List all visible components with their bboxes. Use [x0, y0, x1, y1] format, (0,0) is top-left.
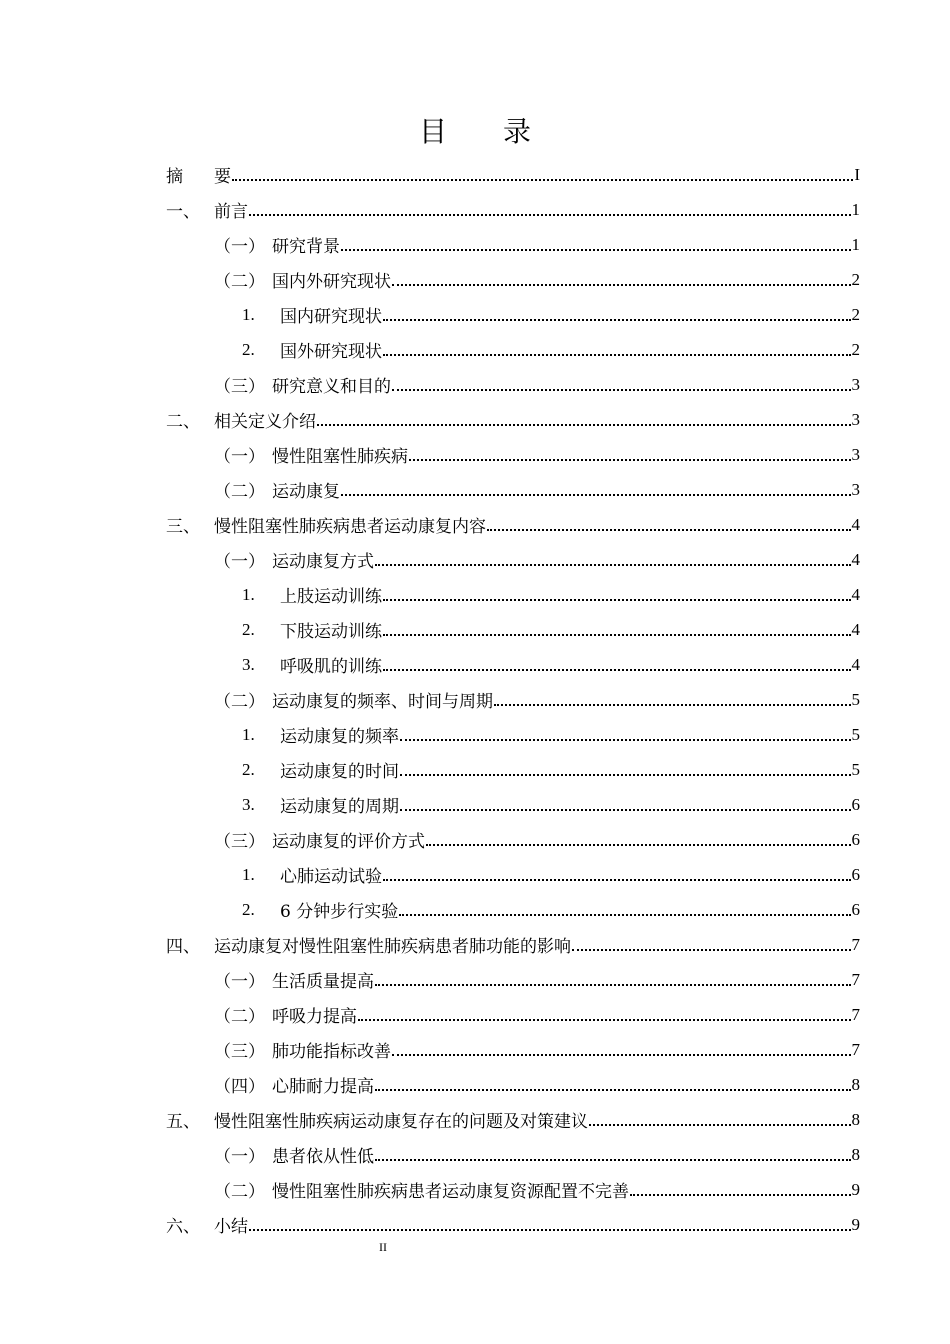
dot-leader [487, 512, 851, 531]
toc-entry-page: 6 [851, 794, 860, 814]
toc-entry-label: 肺功能指标改善 [272, 1042, 391, 1062]
toc-entry-label: 运动康复的周期 [280, 797, 399, 817]
toc-entry-label: 运动康复对慢性阻塞性肺疾病患者肺功能的影响 [214, 937, 571, 957]
toc-entry-page: 3 [851, 409, 860, 429]
toc-entry-label: 运动康复方式 [272, 552, 374, 572]
toc-entry[interactable] [166, 1032, 860, 1067]
toc-entry-label: 要 [214, 167, 231, 187]
toc-entry-page: 2 [851, 304, 860, 324]
toc-entry-page: 7 [851, 969, 860, 989]
toc-entry-page: 3 [851, 444, 860, 464]
toc-entry[interactable] [166, 962, 860, 997]
toc-entry-label: 运动康复的时间 [280, 762, 399, 782]
toc-entry-number: 2. [242, 759, 255, 779]
toc-entry[interactable] [166, 297, 860, 332]
toc-entry[interactable] [166, 1207, 860, 1242]
dot-leader [383, 617, 851, 636]
toc-entry-page: 4 [851, 619, 860, 639]
toc-entry-page: 1 [851, 234, 860, 254]
dot-leader [383, 582, 851, 601]
toc-entry-number: （一） [214, 1147, 265, 1167]
toc-entry-label: 研究背景 [272, 237, 340, 257]
toc-entry[interactable] [166, 577, 860, 612]
toc-entry-number: 2. [242, 339, 255, 359]
toc-entry[interactable] [166, 227, 860, 262]
toc-entry-label: 研究意义和目的 [272, 377, 391, 397]
toc-entry-label: 国外研究现状 [280, 342, 382, 362]
dot-leader [375, 1072, 851, 1091]
page-title: 目录 [418, 115, 587, 148]
toc-entry-label: 呼吸力提高 [272, 1007, 357, 1027]
toc-entry-page: 8 [851, 1144, 860, 1164]
toc-entry-label: 心肺耐力提高 [272, 1077, 374, 1097]
toc-entry-label: 运动康复的频率、时间与周期 [272, 692, 493, 712]
toc-entry-number: （一） [214, 447, 265, 467]
toc-entry-label: 慢性阻塞性肺疾病 [272, 447, 408, 467]
toc-entry-page: 5 [851, 689, 860, 709]
toc-entry-label: 6 分钟步行实验 [280, 902, 399, 922]
toc-entry-label: 生活质量提高 [272, 972, 374, 992]
toc-entry-label: 小结 [214, 1217, 248, 1237]
toc-entry-page: 3 [851, 374, 860, 394]
toc-entry-number: 五、 [166, 1112, 200, 1132]
toc-entry-number: （一） [214, 237, 265, 257]
toc-entry-page: 6 [851, 864, 860, 884]
dot-leader [383, 652, 851, 671]
dot-leader [392, 1037, 851, 1056]
toc-entry-number: （三） [214, 377, 265, 397]
toc-entry-number: 二、 [166, 412, 200, 432]
toc-entry-number: 六、 [166, 1217, 200, 1237]
toc-entry[interactable] [166, 647, 860, 682]
toc-entry[interactable] [166, 472, 860, 507]
dot-leader [400, 722, 851, 741]
toc-entry-page: I [854, 164, 860, 184]
toc-entry-page: 8 [851, 1074, 860, 1094]
dot-leader [375, 547, 851, 566]
toc-entry-page: 3 [851, 479, 860, 499]
toc-entry[interactable] [166, 507, 860, 542]
toc-entry[interactable] [166, 822, 860, 857]
dot-leader [409, 442, 851, 461]
toc-entry-label: 运动康复 [272, 482, 340, 502]
toc-entry-label: 心肺运动试验 [280, 867, 382, 887]
toc-entry-label: 下肢运动训练 [280, 622, 382, 642]
dot-leader [358, 1002, 851, 1021]
toc-entry-page: 4 [851, 514, 860, 534]
toc-entry-label: 运动康复的评价方式 [272, 832, 425, 852]
dot-leader [399, 897, 850, 916]
toc-entry[interactable] [166, 437, 860, 472]
toc-entry-label: 国内外研究现状 [272, 272, 391, 292]
dot-leader [589, 1107, 851, 1126]
toc-entry-number: 2. [242, 619, 255, 639]
dot-leader [232, 162, 853, 181]
toc-entry-number: 3. [242, 794, 255, 814]
toc-entry[interactable] [166, 367, 860, 402]
toc-entry[interactable] [166, 997, 860, 1032]
dot-leader [341, 477, 851, 496]
toc-entry-number: （二） [214, 482, 265, 502]
toc-entry-number: 1. [242, 584, 255, 604]
dot-leader [383, 337, 851, 356]
toc-entry[interactable] [166, 787, 860, 822]
toc-entry-number: （二） [214, 1007, 265, 1027]
toc-entry-page: 9 [851, 1179, 860, 1199]
toc-entry[interactable] [166, 717, 860, 752]
toc-entry[interactable] [166, 1172, 860, 1207]
dot-leader [341, 232, 851, 251]
toc-entry-label: 慢性阻塞性肺疾病患者运动康复资源配置不完善 [272, 1182, 629, 1202]
toc-entry-number: 一、 [166, 202, 200, 222]
toc-entry-number: 1. [242, 864, 255, 884]
toc-entry-page: 2 [851, 339, 860, 359]
toc-entry-label: 国内研究现状 [280, 307, 382, 327]
toc-entry-page: 7 [851, 1004, 860, 1024]
toc-entry-page: 6 [851, 829, 860, 849]
dot-leader [426, 827, 851, 846]
toc-entry-page: 7 [851, 934, 860, 954]
dot-leader [400, 757, 851, 776]
toc-entry-page: 4 [851, 549, 860, 569]
dot-leader [494, 687, 851, 706]
toc-entry-page: 1 [851, 199, 860, 219]
dot-leader [392, 267, 851, 286]
toc-entry-page: 5 [851, 759, 860, 779]
toc-entry-label: 前言 [214, 202, 248, 222]
toc-entry-number: （二） [214, 692, 265, 712]
toc-entry-page: 4 [851, 584, 860, 604]
toc-entry-number: 1. [242, 304, 255, 324]
toc-entry-label: 慢性阻塞性肺疾病运动康复存在的问题及对策建议 [214, 1112, 588, 1132]
toc-entry[interactable] [166, 857, 860, 892]
toc-entry[interactable] [166, 1102, 860, 1137]
toc-entry-label: 患者依从性低 [272, 1147, 374, 1167]
toc-entry-label: 上肢运动训练 [280, 587, 382, 607]
toc-entry[interactable] [166, 752, 860, 787]
toc-entry-number: 四、 [166, 937, 200, 957]
dot-leader [400, 792, 851, 811]
dot-leader [375, 1142, 851, 1161]
toc-entry-number: （三） [214, 1042, 265, 1062]
toc-entry-number: 摘 [166, 167, 183, 187]
dot-leader [375, 967, 851, 986]
toc-entry-page: 7 [851, 1039, 860, 1059]
toc-entry-label: 慢性阻塞性肺疾病患者运动康复内容 [214, 517, 486, 537]
dot-leader [392, 372, 851, 391]
dot-leader [249, 197, 851, 216]
toc-entry[interactable] [166, 927, 860, 962]
toc-entry-label: 相关定义介绍 [214, 412, 316, 432]
toc-entry-label: 运动康复的频率 [280, 727, 399, 747]
dot-leader [383, 862, 851, 881]
toc-entry-page: 8 [851, 1109, 860, 1129]
toc-entry-number: （四） [214, 1077, 265, 1097]
toc-entry-number: （一） [214, 552, 265, 572]
toc-entry-number: 2. [242, 899, 255, 919]
toc-entry-number: 3. [242, 654, 255, 674]
toc-entry-number: （三） [214, 832, 265, 852]
toc-entry-number: 三、 [166, 517, 200, 537]
toc-entry[interactable] [166, 612, 860, 647]
toc-entry-page: 4 [851, 654, 860, 674]
dot-leader [572, 932, 851, 951]
toc-entry[interactable] [166, 157, 860, 192]
toc-entry[interactable] [166, 192, 860, 227]
table-of-contents [166, 157, 860, 1242]
toc-entry[interactable] [166, 402, 860, 437]
toc-entry-label: 呼吸肌的训练 [280, 657, 382, 677]
dot-leader [317, 407, 851, 426]
toc-entry-page: 2 [851, 269, 860, 289]
dot-leader [249, 1212, 851, 1231]
toc-entry[interactable] [166, 262, 860, 297]
toc-entry[interactable] [166, 682, 860, 717]
page-number: II [379, 1240, 387, 1254]
toc-entry[interactable] [166, 1137, 860, 1172]
toc-entry-number: （二） [214, 272, 265, 292]
toc-entry[interactable] [166, 1067, 860, 1102]
toc-entry-number: 1. [242, 724, 255, 744]
dot-leader [630, 1177, 851, 1196]
toc-entry-number: （一） [214, 972, 265, 992]
toc-entry-number: （二） [214, 1182, 265, 1202]
toc-entry[interactable] [166, 542, 860, 577]
toc-entry-page: 5 [851, 724, 860, 744]
toc-entry[interactable] [166, 332, 860, 367]
dot-leader [383, 302, 851, 321]
toc-entry[interactable] [166, 892, 860, 927]
toc-entry-page: 6 [851, 899, 860, 919]
toc-entry-page: 9 [851, 1214, 860, 1234]
